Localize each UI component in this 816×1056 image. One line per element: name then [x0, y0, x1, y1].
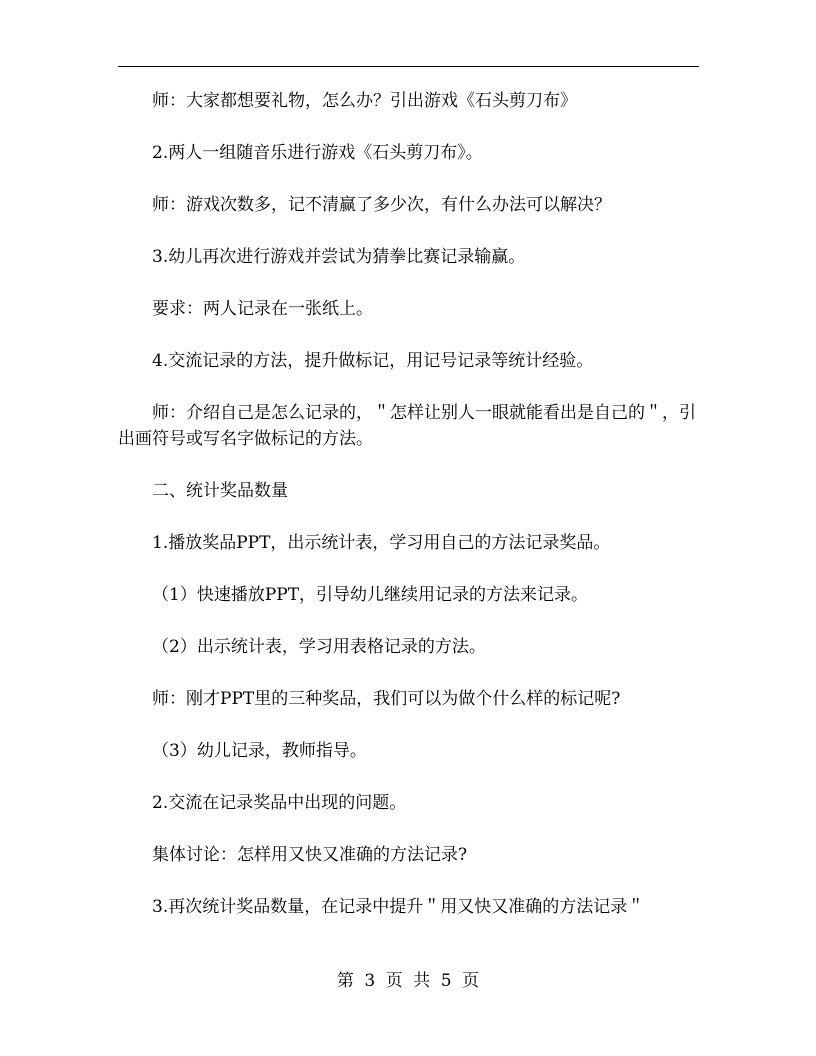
paragraph-7: 师：介绍自己是怎么记录的，＂怎样让别人一眼就能看出是自己的＂，引出画符号或写名字做标记的方法。: [118, 403, 696, 449]
page-number-footer: 第 3 页 共 5 页: [336, 971, 480, 991]
paragraph-4: 3.幼儿再次进行游戏并尝试为猜拳比赛记录输赢。: [152, 247, 526, 267]
paragraph-6: 4.交流记录的方法，提升做标记，用记号记录等统计经验。: [152, 351, 594, 371]
paragraph-12: 师：刚才PPT里的三种奖品，我们可以为做个什么样的标记呢?: [152, 689, 621, 709]
paragraph-1: 师：大家都想要礼物，怎么办？引出游戏《石头剪刀布》: [152, 91, 577, 111]
paragraph-15: 集体讨论：怎样用又快又准确的方法记录?: [152, 845, 468, 865]
paragraph-14: 2.交流在记录奖品中出现的问题。: [152, 793, 407, 813]
paragraph-2: 2.两人一组随音乐进行游戏《石头剪刀布》。: [152, 143, 483, 163]
document-body: [118, 88, 699, 946]
paragraph-16: 3.再次统计奖品数量，在记录中提升＂用又快又准确的方法记录＂: [152, 897, 645, 917]
paragraph-11: （2）出示统计表，学习用表格记录的方法。: [152, 637, 486, 657]
paragraph-3: 师：游戏次数多，记不清赢了多少次，有什么办法可以解决？: [152, 195, 611, 215]
paragraph-5: 要求：两人记录在一张纸上。: [152, 299, 373, 319]
header-rule: [118, 66, 699, 67]
paragraph-9: 1.播放奖品PPT，出示统计表，学习用自己的方法记录奖品。: [152, 533, 611, 553]
section-heading: 二、统计奖品数量: [152, 481, 288, 501]
paragraph-13: （3）幼儿记录，教师指导。: [152, 741, 367, 761]
paragraph-10: （1）快速播放PPT，引导幼儿继续用记录的方法来记录。: [152, 585, 589, 605]
